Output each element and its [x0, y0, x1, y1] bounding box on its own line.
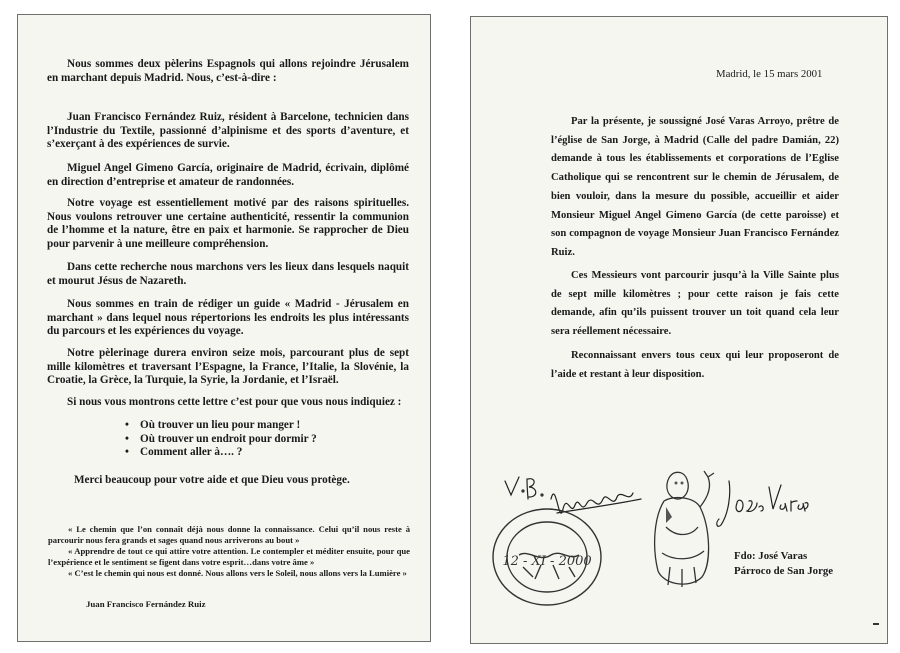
signatory-name: Fdo: José Varas [734, 550, 808, 562]
juan-paragraph: Juan Francisco Fernández Ruiz, résident à Barcelone, technicien dans l’Industrie du Textile, passionné d’alpinisme et des sports d’aventure, et s’exerçant à des expériences de survie. [47, 111, 409, 150]
quote: « C’est le chemin qui nous est donné. Nous allons vers le Soleil, nous allons vers la Lumière » [68, 568, 407, 578]
saint-figure-stamp [646, 467, 726, 595]
letter-page-right [470, 16, 888, 644]
quotes-block [48, 524, 410, 579]
duration-paragraph: Notre pèlerinage durera environ seize mois, parcourant plus de sept mille kilomètres et traversant l’Espagne, la France, l’Italie, la Slovénie, la Croatie, la Grèce, la Turquie, la Syrie, la Jordanie, et l’Israël. [47, 347, 409, 386]
quote: « Apprendre de tout ce qui attire votre attention. Le contempler et méditer ensuite, pour que l’expérience et le sentiment se figent dans votre esprit…dans votre âme » [48, 546, 410, 567]
signatory-title: Párroco de San Jorge [734, 565, 834, 577]
intro-paragraph: Nous sommes deux pèlerins Espagnols qui allons rejoindre Jérusalem en marchant depuis Madrid. Nous, c’est-à-dire : [47, 58, 409, 84]
guide-paragraph: Nous sommes en train de rédiger un guide « Madrid - Jérusalem en marchant » dans lequel nous répertorions les endroits les plus intéressants du parcours et les expériences du voyage. [47, 298, 409, 337]
quote: « Le chemin que l’on connaît déjà nous donne la connaissance. Celui qu’il nous reste à parcourir nous fera grands et sages quand nous arriverons au bout » [48, 524, 410, 545]
svg-text:12 - XI - 2000: 12 - XI - 2000 [502, 554, 592, 569]
handwritten-priest-signature [715, 473, 811, 533]
search-paragraph: Dans cette recherche nous marchons vers les lieux dans lesquels naquit et mourut Jésus de Nazareth. [47, 261, 409, 287]
list-item: • Comment aller à…. ? [125, 446, 243, 458]
question-paragraph: Si nous vous montrons cette lettre c’est pour que vous nous indiquiez : [67, 396, 402, 408]
miguel-paragraph: Miguel Angel Gimeno García, originaire de Madrid, écrivain, diplômé en direction d’entreprise et amateur de randonnées. [47, 162, 409, 188]
parish-stamp-seal [489, 505, 607, 609]
list-item: • Où trouver un endroit pour dormir ? [125, 432, 317, 445]
bullet-icon: • [125, 419, 129, 431]
letter-date: Madrid, le 15 mars 2001 [716, 68, 823, 80]
needs-list [124, 419, 404, 460]
bullet-icon: • [125, 446, 129, 458]
thanks-paragraph: Merci beaucoup pour votre aide et que Dieu vous protège. [74, 474, 350, 486]
reason-paragraph: Ces Messieurs vont parcourir jusqu’à la Ville Sainte plus de sept mille kilomètres ; pour cette raison je fais cette demande, afin qu’ils puissent trouver un toit quand cela leur sera réellement nécessaire. [551, 270, 839, 338]
letter-page-left [17, 14, 431, 642]
motivation-paragraph: Notre voyage est essentiellement motivé par des raisons spirituelles. Nous voulons retrouver une certaine authenticité, ressentir la communion de l’homme et la nature, être en paix et harmonie. Se rapprocher de Dieu pour parvenir à une meilleure compréhension. [47, 197, 409, 250]
bullet-icon: • [125, 432, 129, 445]
author-signature: Juan Francisco Fernández Ruiz [86, 599, 206, 609]
gratitude-paragraph: Reconnaissant envers tous ceux qui leur proposeront de l’aide et restant à leur disposition. [551, 350, 839, 380]
request-paragraph: Par la présente, je soussigné José Varas Arroyo, prêtre de l’église de San Jorge, à Madrid (Calle del padre Damián, 22) demande à tous les établissements et corporations de l’Eglise Catholique qui se rencontrent sur le chemin de Jérusalem, de bien vouloir, dans la mesure du possible, accueillir et aider Monsieur Miguel Angel Gimeno García (de cette paroisse) et son compagnon de voyage Monsieur Juan Francisco Fernández Ruiz. [551, 116, 839, 258]
list-item: • Où trouver un lieu pour manger ! [125, 419, 301, 431]
priest-signature-block [734, 549, 884, 579]
corner-mark [873, 623, 879, 625]
